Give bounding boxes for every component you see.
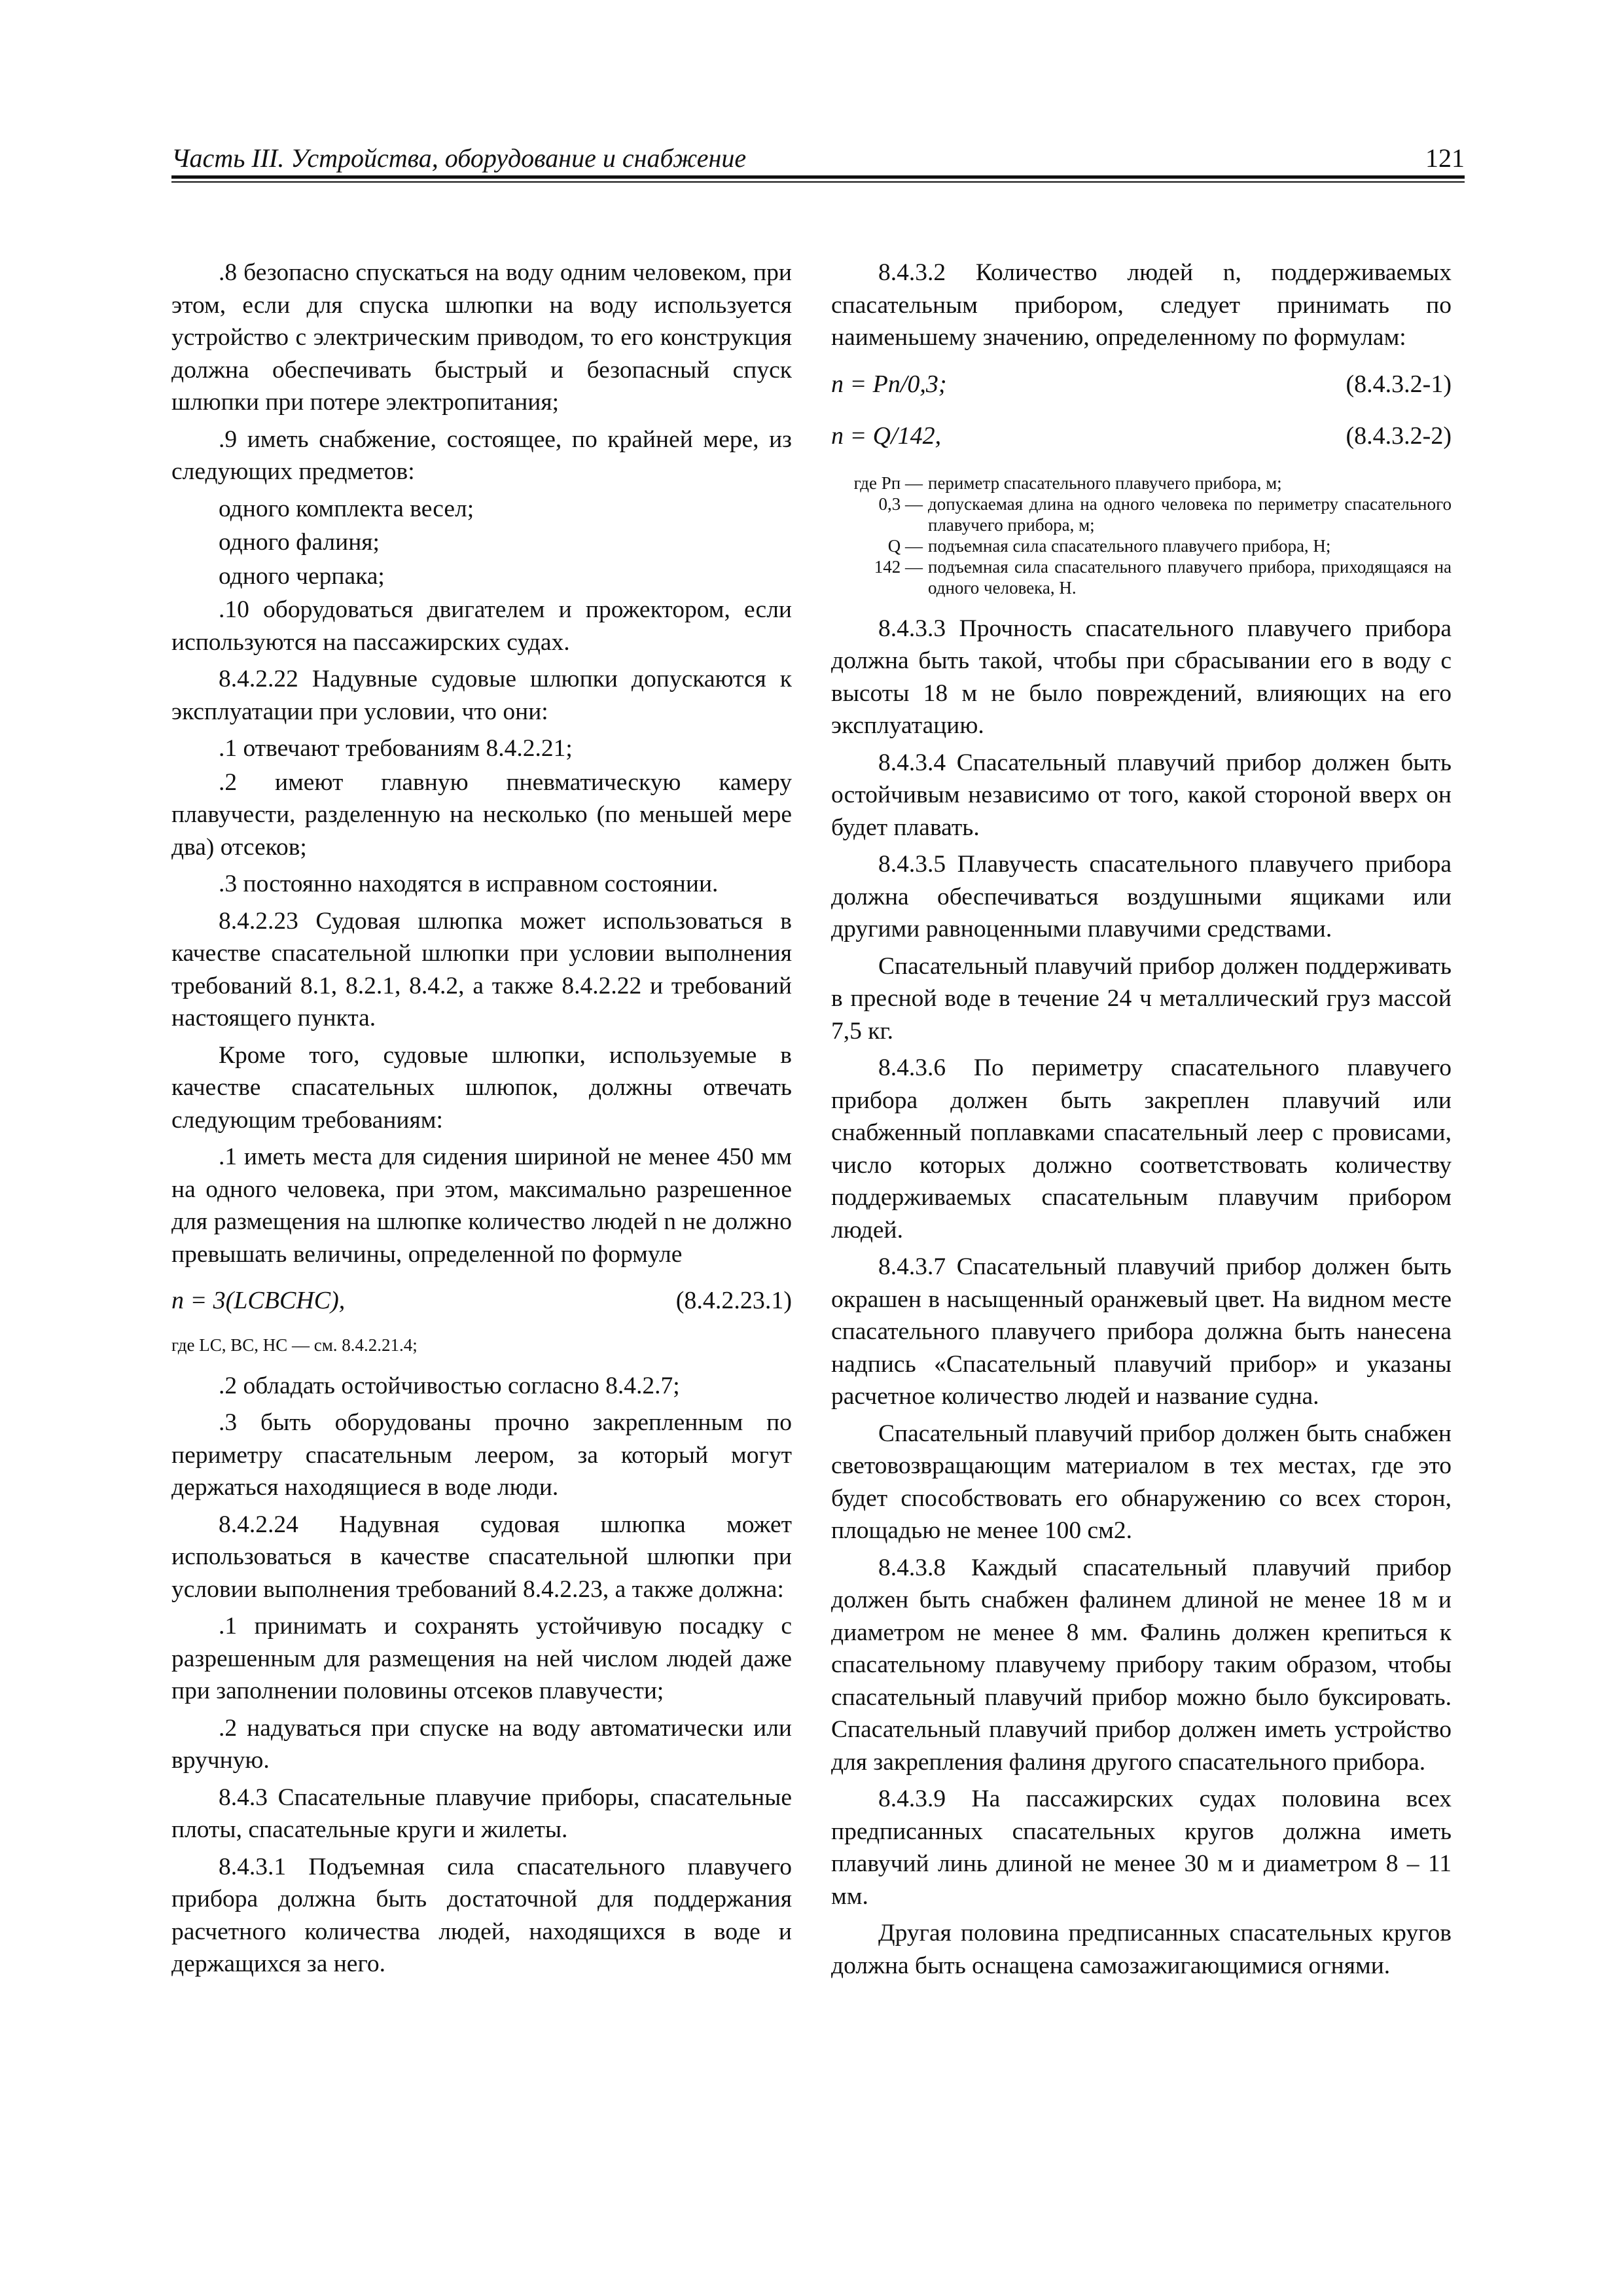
paragraph: Спасательный плавучий прибор должен быть снабжен световозвращающим материалом в тех местах, где это будет способствовать его обнаружению со всех сторон, площадью не менее 100 см2. bbox=[831, 1420, 1452, 1544]
list-item: .1 принимать и сохранять устойчивую посадку с разрешенным для размещения на ней числом людей даже при заполнении половины отсеков плавучести; bbox=[171, 1613, 792, 1704]
formula-expression: n = Q/142, bbox=[831, 422, 942, 450]
where-row bbox=[831, 493, 1452, 535]
where-symbol: где Pп — bbox=[853, 473, 923, 493]
section-8-4-2-24: 8.4.2.24 Надувная судовая шлюпка может использоваться в качестве спасательной шлюпки при условии выполнения требований 8.4.2.23, а также должна: bbox=[171, 1511, 792, 1603]
paragraph: .8 безопасно спускаться на воду одним человеком, при этом, если для спуска шлюпки на воду используется устройство с электрическим приводом, то его конструкция должна обеспечивать быстрый и безопасный спуск шлюпки при потере электропитания; bbox=[171, 259, 792, 416]
section-8-4-3-7: 8.4.3.7 Спасательный плавучий прибор должен быть окрашен в насыщенный оранжевый цвет. На видном месте спасательного плавучего прибора должна быть нанесена надпись «Спасательный плавучий прибор» и указаны расчетное количество людей и название судна. bbox=[831, 1253, 1452, 1410]
section-8-4-3-5: 8.4.3.5 Плавучесть спасательного плавучего прибора должна обеспечиваться воздушными ящиками или другими равноценными плавучими средствами. bbox=[831, 851, 1452, 942]
formula-where-list bbox=[831, 473, 1452, 598]
section-8-4-2-23: 8.4.2.23 Судовая шлюпка может использоваться в качестве спасательной шлюпки при условии выполнения требований 8.1, 8.2.1, 8.4.2, а также 8.4.2.22 и требований настоящего пункта. bbox=[171, 907, 792, 1031]
header-rule-thin bbox=[171, 181, 1465, 183]
section-8-4-3-6: 8.4.3.6 По периметру спасательного плавучего прибора должен быть закреплен плавучий или снабженный поплавками спасательный леер с провисами, число которых должно соответствовать количеству поддерживаемых спасательным плавучим прибором людей. bbox=[831, 1054, 1452, 1244]
page-number: 121 bbox=[1425, 143, 1465, 173]
where-row bbox=[831, 556, 1452, 598]
where-text: допускаемая длина на одного человека по периметру спасательного плавучего прибора, м; bbox=[928, 493, 1452, 535]
where-symbol: 142 — bbox=[874, 556, 923, 577]
section-8-4-2-22: 8.4.2.22 Надувные судовые шлюпки допускаются к эксплуатации при условии, что они: bbox=[171, 666, 792, 725]
formula-number: (8.4.3.2-2) bbox=[1346, 422, 1452, 450]
formula-number: (8.4.2.23.1) bbox=[675, 1287, 792, 1314]
formula-expression: n = Pп/0,3; bbox=[831, 370, 947, 398]
paragraph: Другая половина предписанных спасательных кругов должна быть оснащена самозажигающимися огнями. bbox=[831, 1920, 1452, 1979]
paragraph: Кроме того, судовые шлюпки, используемые в качестве спасательных шлюпок, должны отвечать следующим требованиям: bbox=[171, 1041, 792, 1134]
paragraph: Спасательный плавучий прибор должен поддерживать в пресной воде в течение 24 ч металлический груз массой 7,5 кг. bbox=[831, 952, 1452, 1045]
list-item: .2 обладать остойчивостью согласно 8.4.2.7; bbox=[219, 1372, 680, 1399]
where-row bbox=[831, 473, 1452, 493]
list-item: .3 постоянно находятся в исправном состоянии. bbox=[219, 870, 719, 897]
formula-expression: n = 3(LCBCHC), bbox=[171, 1287, 346, 1314]
header-title: Часть III. Устройства, оборудование и снабжение bbox=[171, 143, 747, 173]
paragraph: .9 иметь снабжение, состоящее, по крайней мере, из следующих предметов: bbox=[171, 425, 792, 485]
formula-number: (8.4.3.2-1) bbox=[1346, 370, 1452, 398]
list-item: .3 быть оборудованы прочно закрепленным по периметру спасательным леером, за который могут держаться находящиеся в воде люди. bbox=[171, 1409, 792, 1501]
section-8-4-3-1: 8.4.3.1 Подъемная сила спасательного плавучего прибора должна быть достаточной для поддержания расчетного количества людей, находящихся в воде и держащихся за него. bbox=[171, 1853, 792, 1977]
section-8-4-3-9: 8.4.3.9 На пассажирских судах половина всех предписанных спасательных кругов должна иметь плавучий линь длиной не менее 30 м и диаметром 8 – 11 мм. bbox=[831, 1785, 1452, 1910]
where-symbol: 0,3 — bbox=[878, 493, 923, 514]
list-item: .1 иметь места для сидения шириной не менее 450 мм на одного человека, при этом, максимально разрешенное для размещения на шлюпке количество людей n не должно превышать величины, определенной по формуле bbox=[171, 1143, 792, 1268]
left-column bbox=[171, 257, 792, 1985]
list-item: одного комплекта весел; bbox=[219, 495, 474, 522]
where-text: подъемная сила спасательного плавучего прибора, Н; bbox=[928, 535, 1331, 556]
where-text: периметр спасательного плавучего прибора, м; bbox=[928, 473, 1282, 493]
running-header bbox=[171, 143, 1465, 173]
formula-8-4-3-2-1 bbox=[831, 368, 1452, 401]
section-8-4-3: 8.4.3 Спасательные плавучие приборы, спасательные плоты, спасательные круги и жилеты. bbox=[171, 1784, 792, 1843]
list-item: .1 отвечают требованиям 8.4.2.21; bbox=[219, 735, 573, 762]
formula-8-4-3-2-2 bbox=[831, 420, 1452, 453]
section-8-4-3-2: 8.4.3.2 Количество людей n, поддерживаемых спасательным прибором, следует принимать по наименьшему значению, определенному по формулам: bbox=[831, 259, 1452, 351]
paragraph: .10 оборудоваться двигателем и прожектором, если используются на пассажирских судах. bbox=[171, 596, 792, 656]
section-8-4-3-8: 8.4.3.8 Каждый спасательный плавучий прибор должен быть снабжен фалинем длиной не менее 18 м и диаметром не менее 8 мм. Фалинь должен крепиться к спасательному плавучему прибору таким образом, чтобы спасательный плавучий прибор можно было буксировать. Спасательный плавучий прибор должен иметь устройство для закрепления фалиня другого спасательного прибора. bbox=[831, 1554, 1452, 1776]
list-item: .2 имеют главную пневматическую камеру плавучести, разделенную на несколько (по меньшей мере два) отсеков; bbox=[171, 768, 792, 861]
list-item: одного черпака; bbox=[219, 562, 385, 590]
formula-where: где LC, BC, HC — см. 8.4.2.21.4; bbox=[171, 1335, 418, 1355]
right-column bbox=[831, 257, 1452, 1986]
where-row bbox=[831, 535, 1452, 556]
section-8-4-3-3: 8.4.3.3 Прочность спасательного плавучего прибора должна быть такой, чтобы при сбрасывании его в воду с высоты 18 м не было повреждений, влияющих на его эксплуатацию. bbox=[831, 615, 1452, 739]
section-8-4-3-4: 8.4.3.4 Спасательный плавучий прибор должен быть остойчивым независимо от того, какой стороной вверх он будет плавать. bbox=[831, 749, 1452, 841]
list-item: .2 надуваться при спуске на воду автоматически или вручную. bbox=[171, 1714, 792, 1774]
header-rule-thick bbox=[171, 175, 1465, 179]
list-item: одного фалиня; bbox=[219, 529, 380, 556]
formula-8-4-2-23-1 bbox=[171, 1285, 792, 1318]
where-text: подъемная сила спасательного плавучего прибора, приходящаяся на одного человека, Н. bbox=[928, 556, 1452, 598]
where-symbol: Q — bbox=[887, 535, 923, 556]
